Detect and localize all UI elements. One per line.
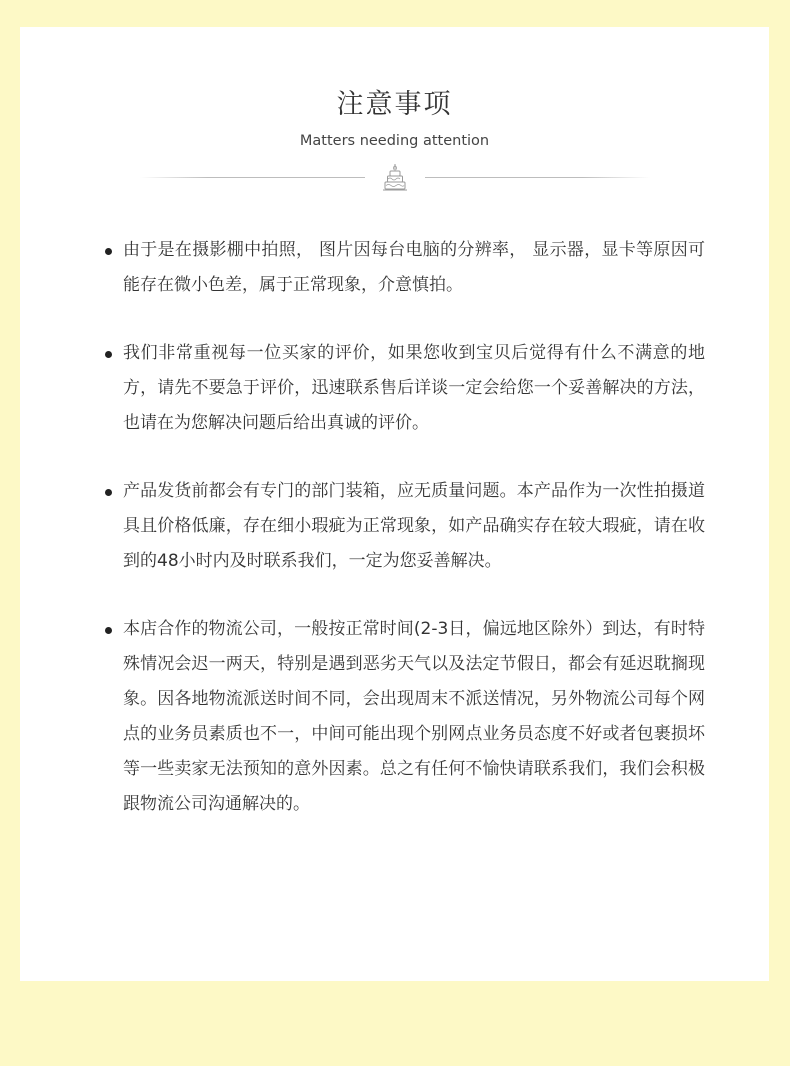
page-subtitle: Matters needing attention (299, 133, 490, 149)
bullet-dot (105, 351, 112, 358)
note-item (105, 336, 705, 441)
title-divider (140, 163, 650, 193)
note-text: 产品发货前都会有专门的部门装箱，应无质量问题。本产品作为一次性拍摄道具且价格低廉，存在细小瑕疵为正常现象，如产品确实存在较大瑕疵，请在收到的48小时内及时联系我们，一定为您妥善解决。 (123, 481, 705, 571)
cake-icon (379, 163, 411, 193)
bullet-dot (105, 627, 112, 634)
note-text: 本店合作的物流公司，一般按正常时间(2-3日，偏远地区除外）到达，有时特殊情况会迟一两天，特别是遇到恶劣天气以及法定节假日，都会有延迟耽搁现象。因各地物流派送时间不同，会出现周末不派送情况，另外物流公司每个网点的业务员素质也不一，中间可能出现个别网点业务员态度不好或者包裹损坏等一些卖家无法预知的意外因素。总之有任何不愉快请联系我们，我们会积极跟物流公司沟通解决的。 (123, 619, 705, 814)
page-title: 注意事项 (336, 89, 453, 120)
notice-card (20, 27, 769, 981)
note-item (105, 474, 705, 579)
bullet-dot (105, 248, 112, 255)
note-text: 由于是在摄影棚中拍照， 图片因每台电脑的分辨率， 显示器，显卡等原因可能存在微小色差，属于正常现象，介意慎拍。 (123, 240, 705, 295)
note-item (105, 612, 705, 822)
divider-line-left (140, 177, 365, 178)
bullet-dot (105, 489, 112, 496)
divider-line-right (425, 177, 650, 178)
note-text: 我们非常重视每一位买家的评价，如果您收到宝贝后觉得有什么不满意的地方，请先不要急于评价，迅速联系售后详谈一定会给您一个妥善解决的方法，也请在为您解决问题后给出真诚的评价。 (123, 343, 705, 433)
note-item (105, 233, 705, 303)
notes-list (105, 233, 705, 855)
